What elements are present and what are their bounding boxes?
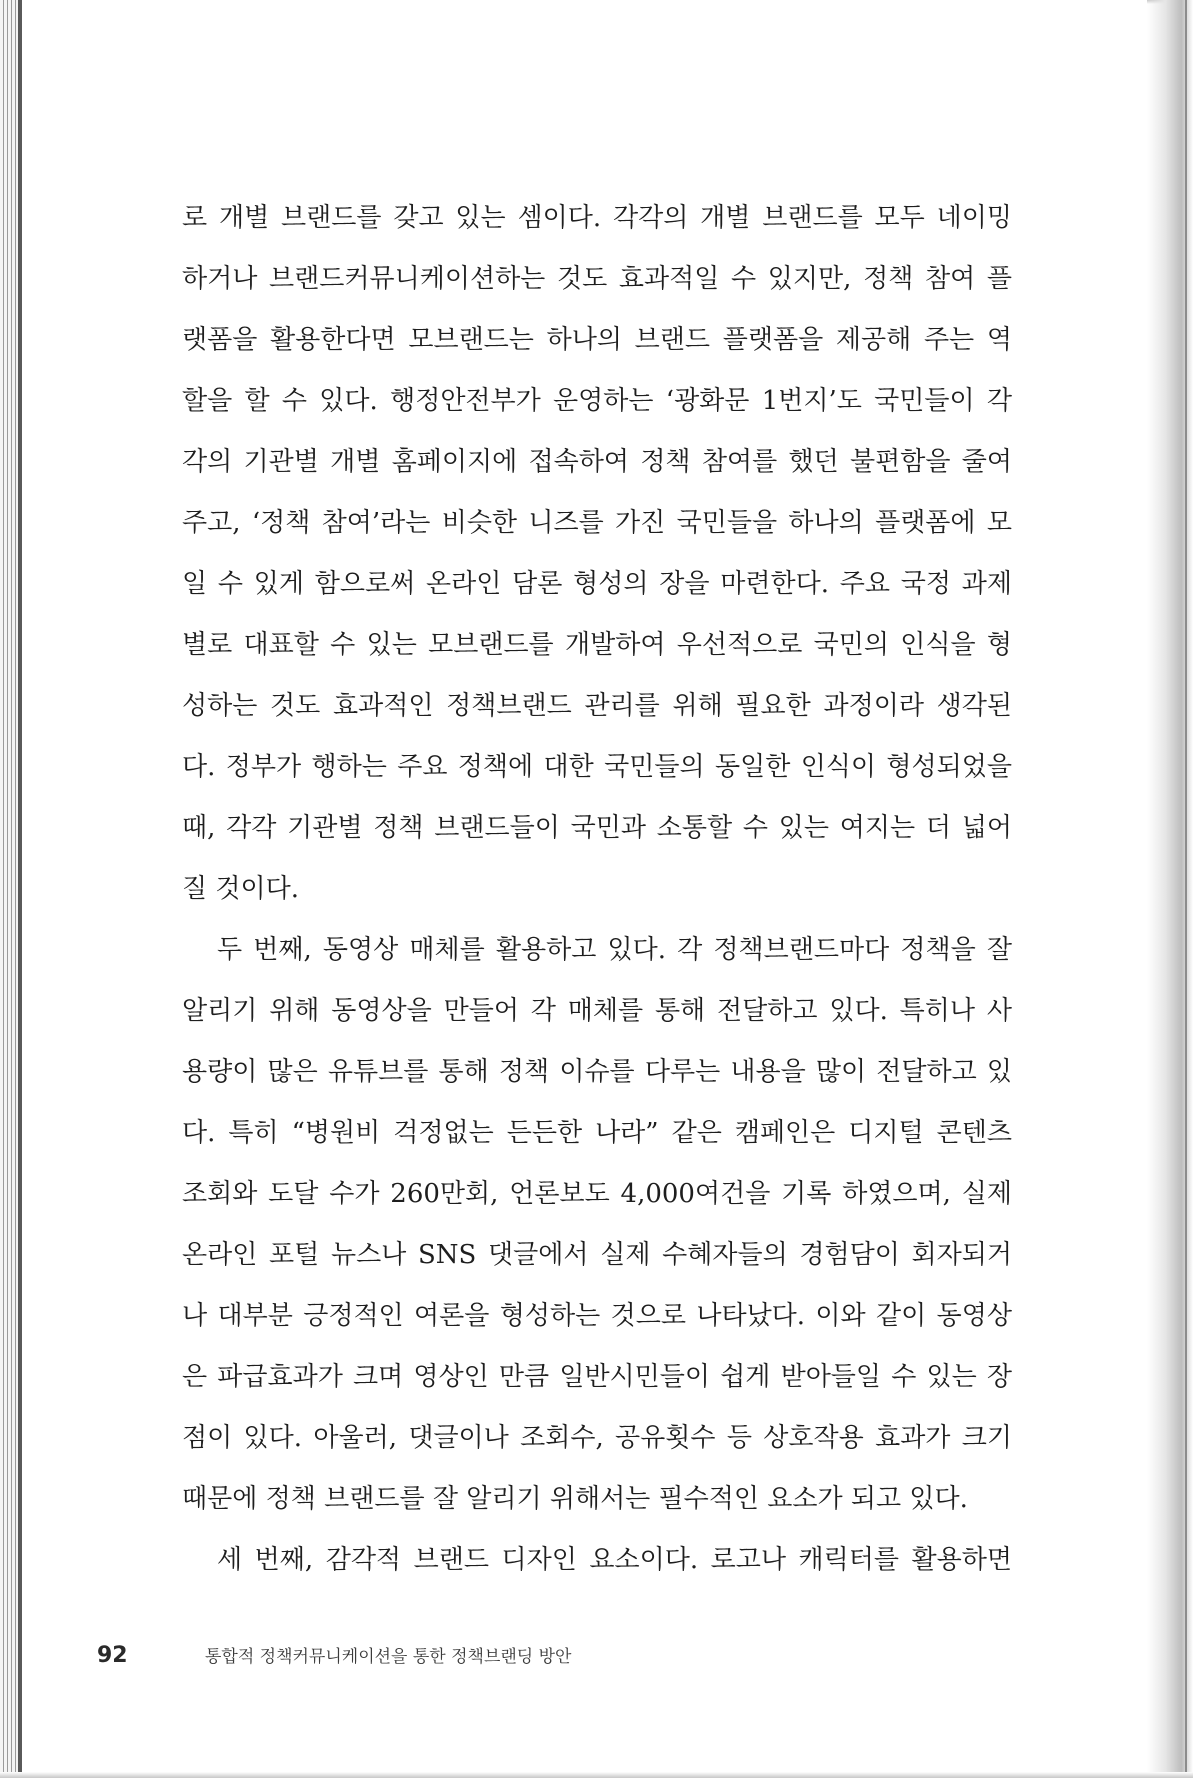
- text-line: 다. 정부가 행하는 주요 정책에 대한 국민들의 동일한 인식이 형성되었을: [182, 752, 1012, 782]
- book-page: [22, 0, 1147, 1778]
- text-line: 주고, ‘정책 참여’라는 비슷한 니즈를 가진 국민들을 하나의 플랫폼에 모: [182, 508, 1012, 538]
- text-line: 세 번째, 감각적 브랜드 디자인 요소이다. 로고나 캐릭터를 활용하면: [217, 1545, 1012, 1575]
- text-line: 용량이 많은 유튜브를 통해 정책 이슈를 다루는 내용을 많이 전달하고 있: [182, 1057, 1012, 1087]
- text-line: 알리기 위해 동영상을 만들어 각 매체를 통해 전달하고 있다. 특히나 사: [182, 996, 1012, 1026]
- text-line: 점이 있다. 아울러, 댓글이나 조회수, 공유횟수 등 상호작용 효과가 크기: [182, 1423, 1012, 1453]
- text-line: 두 번째, 동영상 매체를 활용하고 있다. 각 정책브랜드마다 정책을 잘: [217, 935, 1012, 965]
- body-text: [182, 188, 1012, 1591]
- text-line: 성하는 것도 효과적인 정책브랜드 관리를 위해 필요한 과정이라 생각된: [182, 691, 1012, 721]
- text-line: 때, 각각 기관별 정책 브랜드들이 국민과 소통할 수 있는 여지는 더 넓어: [182, 813, 1012, 843]
- text-line: 나 대부분 긍정적인 여론을 형성하는 것으로 나타났다. 이와 같이 동영상: [182, 1301, 1012, 1331]
- text-line: 랫폼을 활용한다면 모브랜드는 하나의 브랜드 플랫폼을 제공해 주는 역: [182, 325, 1012, 355]
- running-title: 통합적 정책커뮤니케이션을 통한 정책브랜딩 방안: [205, 1647, 572, 1667]
- text-line: 각의 기관별 개별 홈페이지에 접속하여 정책 참여를 했던 불편함을 줄여: [182, 447, 1012, 477]
- text-line: 온라인 포털 뉴스나 SNS 댓글에서 실제 수혜자들의 경험담이 회자되거: [182, 1240, 1012, 1270]
- text-line: 은 파급효과가 크며 영상인 만큼 일반시민들이 쉽게 받아들일 수 있는 장: [182, 1362, 1012, 1392]
- paragraph-2: [182, 920, 1012, 1530]
- text-line: 하거나 브랜드커뮤니케이션하는 것도 효과적일 수 있지만, 정책 참여 플: [182, 264, 1012, 294]
- text-line: 할을 할 수 있다. 행정안전부가 운영하는 ‘광화문 1번지’도 국민들이 각: [182, 386, 1012, 416]
- text-line: 질 것이다.: [182, 874, 299, 904]
- paragraph-1: [182, 188, 1012, 920]
- text-line: 별로 대표할 수 있는 모브랜드를 개발하여 우선적으로 국민의 인식을 형: [182, 630, 1012, 660]
- text-line: 때문에 정책 브랜드를 잘 알리기 위해서는 필수적인 요소가 되고 있다.: [182, 1484, 968, 1514]
- text-line: 로 개별 브랜드를 갖고 있는 셈이다. 각각의 개별 브랜드를 모두 네이밍: [182, 203, 1012, 233]
- page-footer: [97, 1641, 897, 1671]
- text-line: 일 수 있게 함으로써 온라인 담론 형성의 장을 마련한다. 주요 국정 과제: [182, 569, 1012, 599]
- text-line: 조회와 도달 수가 260만회, 언론보도 4,000여건을 기록 하였으며, 실제: [182, 1179, 1012, 1209]
- page-edge-line: [1185, 0, 1187, 1778]
- page-bottom-edge: [0, 1772, 1193, 1778]
- text-line: 다. 특히 “병원비 걱정없는 든든한 나라” 같은 캠페인은 디지털 콘텐츠: [182, 1118, 1012, 1148]
- page-number: 92: [97, 1643, 128, 1668]
- paragraph-3: [182, 1530, 1012, 1591]
